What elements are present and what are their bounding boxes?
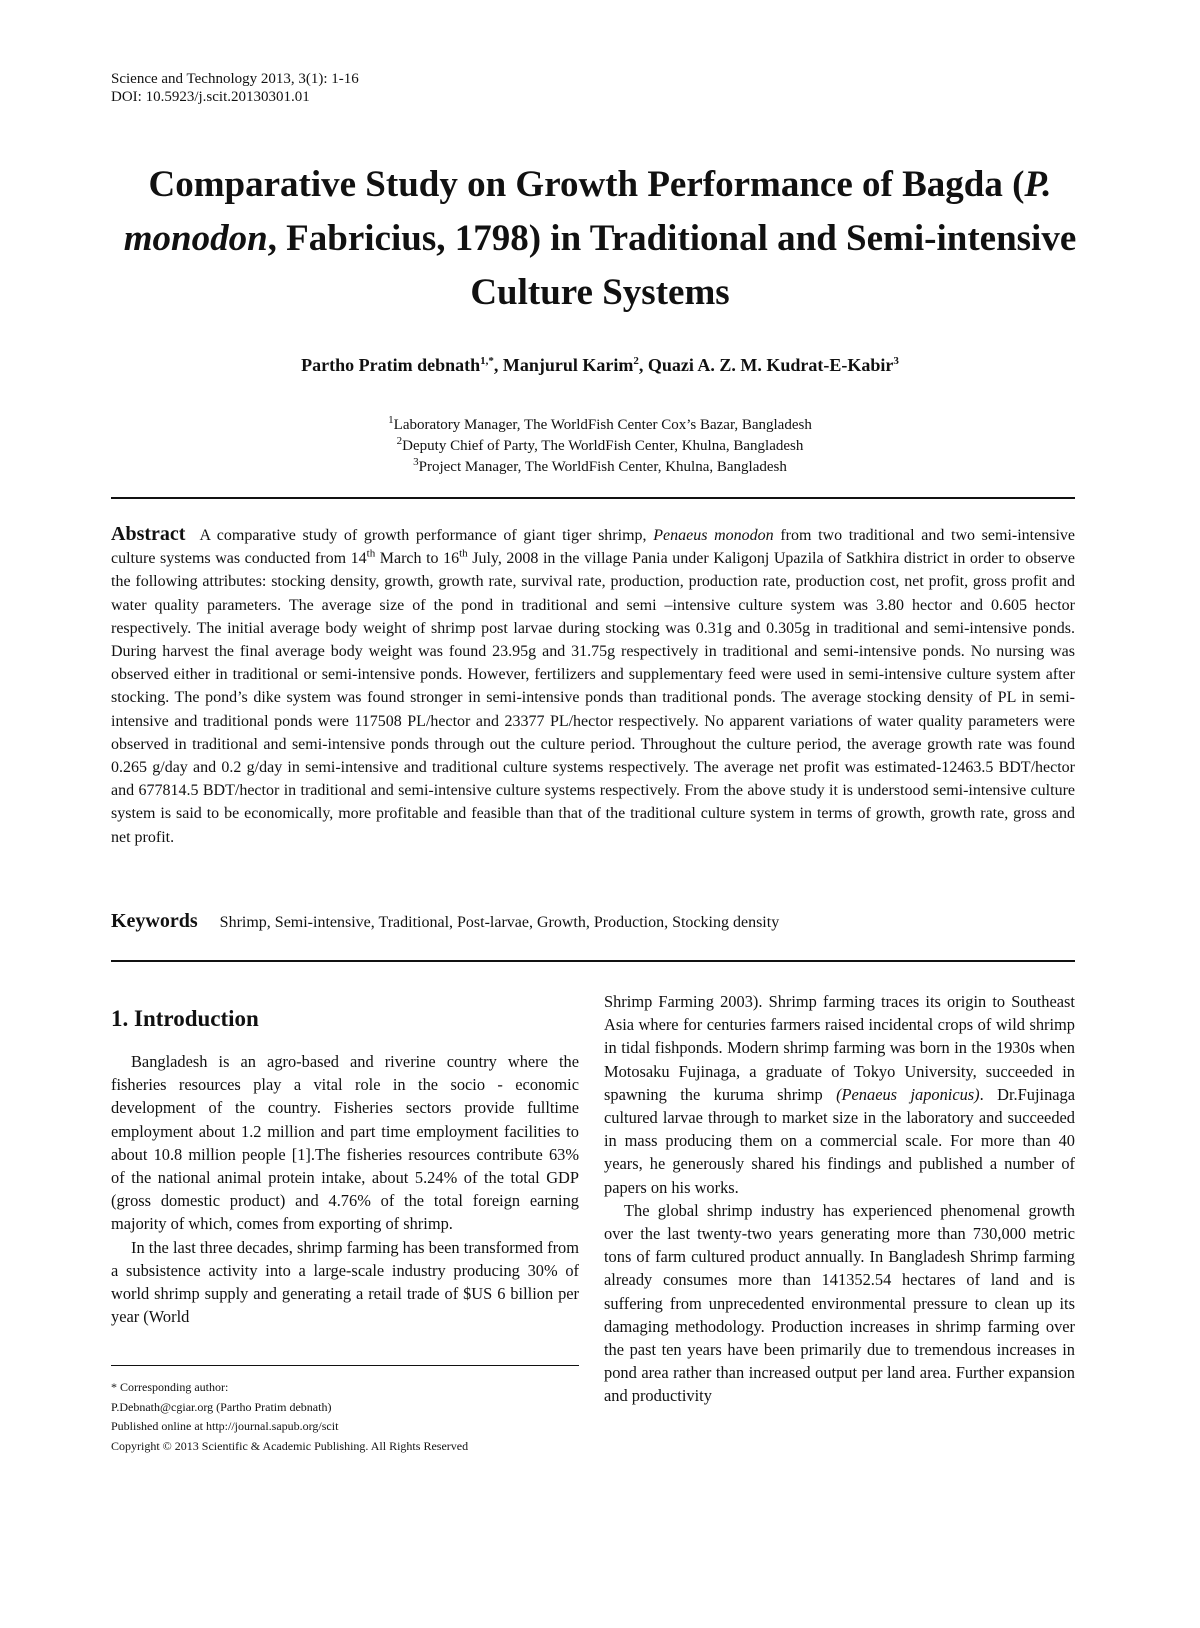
author-affil-marker: 3: [893, 355, 899, 367]
abstract-text: March to 16: [375, 550, 460, 568]
abstract-text: A comparative study of growth performance of giant tiger shrimp,: [199, 527, 654, 544]
abstract: [111, 523, 1075, 849]
keywords: [111, 910, 779, 933]
abstract-top-rule: [111, 497, 1075, 499]
author-name: Quazi A. Z. M. Kudrat-E-Kabir: [647, 355, 894, 375]
author-name: Manjurul Karim: [502, 355, 634, 375]
doi-line: DOI: 10.5923/j.scit.20130301.01: [111, 89, 310, 105]
keywords-text: Shrimp, Semi-intensive, Traditional, Post-larvae, Growth, Production, Stocking density: [219, 914, 780, 931]
abstract-species-italic: Penaeus monodon: [653, 527, 774, 544]
abstract-bottom-rule: [111, 960, 1075, 962]
footnotes: [111, 1378, 468, 1456]
author-affil-marker: 2: [633, 355, 639, 367]
abstract-text: from two traditional and two semi-intensive culture systems was conducted from 14: [111, 527, 1075, 568]
affiliation-text: Deputy Chief of Party, The WorldFish Center, Khulna, Bangladesh: [402, 438, 804, 454]
affiliation-line: [80, 457, 1120, 478]
abstract-ordinal: th: [459, 547, 468, 560]
intro-paragraph-2-continued: [604, 990, 1075, 1199]
affiliation-marker: 1: [388, 414, 394, 426]
affiliation-text: Laboratory Manager, The WorldFish Center Cox’s Bazar, Bangladesh: [393, 417, 812, 433]
affiliation-line: [80, 436, 1120, 457]
author-separator: ,: [638, 355, 648, 375]
paragraph-text: . Dr.Fujinaga cultured larvae through to market size in the laboratory and succeeded in mass producing them on a commercial scale. For more than 40 years, he generously shared his findings and published a number of papers on his works.: [604, 1084, 1076, 1197]
title-part-2: , Fabricius, 1798) in Traditional and Semi-intensive Culture Systems: [267, 218, 1077, 313]
title-part-1: Comparative Study on Growth Performance of Bagda (: [148, 164, 1025, 205]
footnote-corresponding: * Corresponding author:: [111, 1380, 229, 1394]
species-italic: (Penaeus japonicus): [836, 1084, 980, 1104]
journal-header: [111, 70, 359, 106]
abstract-ordinal: th: [366, 547, 376, 560]
affiliation-marker: 2: [396, 435, 403, 447]
left-column: [111, 1050, 579, 1328]
intro-paragraph-2: In the last three decades, shrimp farming has been transformed from a subsistence activity into a large-scale industry producing 30% of world shrimp supply and generating a retail trade of $US 6 billion per year (World: [111, 1237, 579, 1327]
affiliation-text: Project Manager, The WorldFish Center, Khulna, Bangladesh: [418, 459, 787, 475]
author-affil-marker: 1,*: [480, 355, 494, 367]
intro-paragraph-1: Bangladesh is an agro-based and riverine country where the fisheries resources play a vital role in the socio - economic development of the country. Fisheries sectors provide fulltime employment about 1.2 million and part time employment facilities to about 10.8 million people [1].The fisheries resources contribute 63% of the national animal protein intake, about 5.24% of the total GDP (gross domestic product) and 4.76% of the total foreign earning majority of which, comes from exporting of shrimp.: [111, 1052, 579, 1234]
journal-citation: Science and Technology 2013, 3(1): 1-16: [111, 71, 359, 87]
keywords-label: Keywords: [111, 910, 198, 932]
footnote-copyright: Copyright © 2013 Scientific & Academic Publishing. All Rights Reserved: [111, 1438, 469, 1453]
right-column: [604, 990, 1075, 1408]
affiliation-marker: 3: [413, 456, 419, 468]
author-separator: ,: [493, 355, 503, 375]
affiliation-line: [80, 415, 1120, 436]
footnote-rule: [111, 1365, 579, 1366]
paragraph-text: Shrimp Farming 2003). Shrimp farming traces its origin to Southeast Asia where for centuries farmers raised incidental crops of wild shrimp in tidal fishponds. Modern shrimp farming was born in the 1930s when Motosaku Fujinaga, a graduate of Tokyo University, succeeded in spawning the kuruma shrimp: [604, 992, 1075, 1104]
abstract-label: Abstract: [111, 523, 186, 545]
paper-title: [80, 158, 1120, 320]
author-list: [80, 355, 1120, 376]
footnote-published: Published online at http://journal.sapub.org/scit: [111, 1419, 339, 1433]
author-name: Partho Pratim debnath: [301, 355, 481, 375]
abstract-text: July, 2008 in the village Pania under Kaligonj Upazila of Satkhira district in order to observe the following attributes: stocking density, growth, growth rate, survival rate, production, production rate, production cost, net profit, gross profit and water quality parameters. The average size of the pond in traditional and semi –intensive culture system was 3.80 hector and 0.605 hector respectively. The initial average body weight of shrimp post larvae during stocking was 0.31g and 0.305g in traditional and semi-intensive ponds. During harvest the final average body weight was found 23.95g and 31.75g respectively in traditional and semi-intensive ponds. No nursing was observed either in traditional or semi-intensive ponds. However, fertilizers and supplementary feed were used in semi-intensive culture system after stocking. The pond’s dike system was found stronger in semi-intensive ponds than traditional ponds. The average stocking density of PL in semi-intensive and traditional ponds were 117508 PL/hector and 23377 PL/hector respectively. No apparent variations of water quality parameters were observed in traditional and semi-intensive ponds through out the culture period. Throughout the culture period, the average growth rate was found 0.265 g/day and 0.2 g/day in semi-intensive and traditional culture systems respectively. The average net profit was estimated-12463.5 BDT/hector and 677814.5 BDT/hector in traditional and semi-intensive culture systems respectively. From the above study it is understood semi-intensive culture system is said to be economically, more profitable and feasible than that of the traditional culture system in terms of growth, growth rate, gross and net profit.: [111, 550, 1076, 846]
affiliations: [80, 415, 1120, 478]
title-species-italic: P. monodon: [123, 164, 1052, 259]
footnote-email: P.Debnath@cgiar.org (Partho Pratim debnath): [111, 1399, 332, 1414]
intro-paragraph-3: The global shrimp industry has experienced phenomenal growth over the last twenty-two years generating more than 730,000 metric tons of farm cultured product annually. In Bangladesh Shrimp farming already consumes more than 141352.54 hectares of land and is suffering from unprecedented environmental pressure to clean up its damaging methodology. Production increases in shrimp farming over the past ten years have been primarily due to tremendous increases in pond area rather than increased output per land area. Further expansion and productivity: [604, 1200, 1075, 1406]
section-heading-introduction: 1. Introduction: [111, 1006, 259, 1031]
